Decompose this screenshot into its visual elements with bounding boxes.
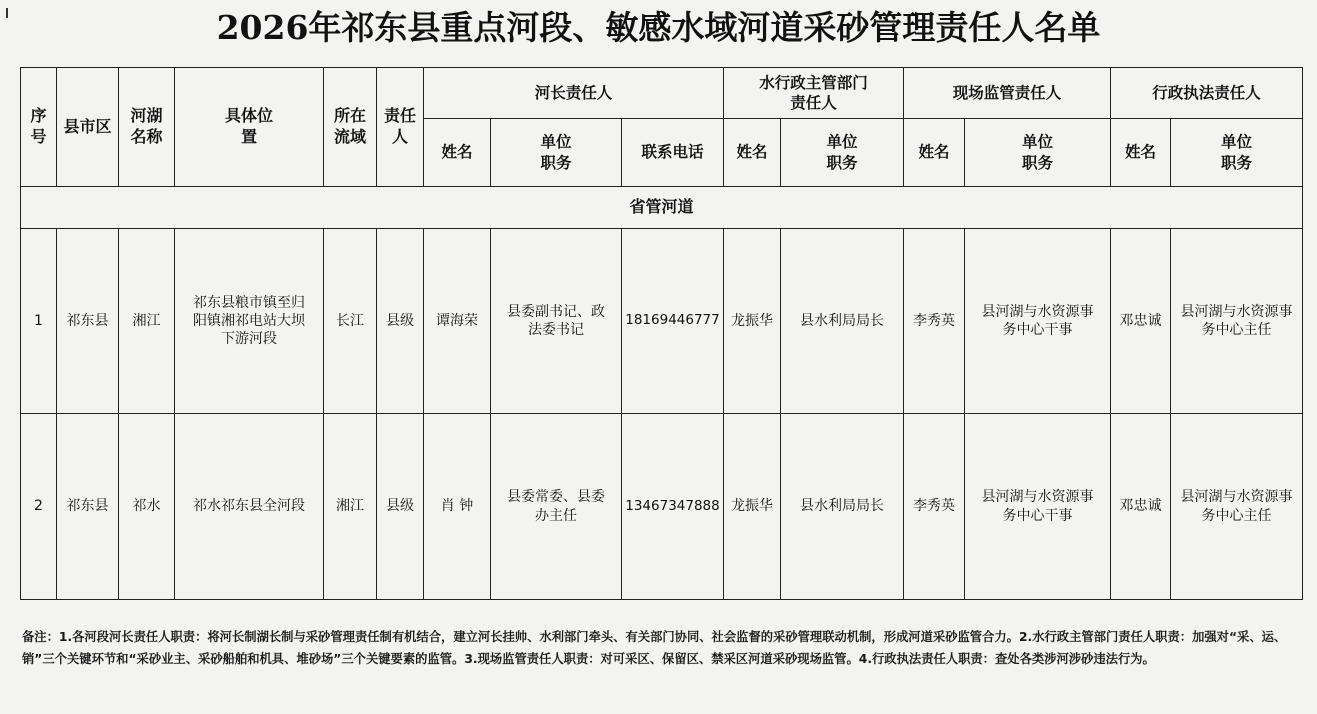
header-river: 河湖名称 xyxy=(119,68,175,187)
header-group-water: 水行政主管部门责任人 xyxy=(724,68,904,119)
header-law-post: 单位职务 xyxy=(1171,119,1303,187)
table-row xyxy=(21,414,1303,600)
cell-site-name: 李秀英 xyxy=(904,229,965,414)
cell-water-post: 县水利局局长 xyxy=(781,414,904,600)
cell-location: 祁东县粮市镇至归阳镇湘祁电站大坝下游河段 xyxy=(175,229,324,414)
footnote: 备注：1.各河段河长责任人职责：将河长制湖长制与采砂管理责任制有机结合，建立河长挂帅、水利部门牵头、有关部门协同、社会监督的采砂管理联动机制，形成河道采砂监管合力。2.水行政主管部门责任人职责：加强对“采、运、销”三个关键环节和“采砂业主、采砂船舶和机具、堆砂场”三个关键要素的监管。3.现场监管责任人职责：对可采区、保留区、禁采区河道采砂现场监管。4.行政执法责任人职责：查处各类涉河涉砂违法行为。 xyxy=(22,630,1287,666)
cell-chief-phone: 13467347888 xyxy=(622,414,724,600)
section-label: 省管河道 xyxy=(21,187,1303,229)
header-water-name: 姓名 xyxy=(724,119,781,187)
cell-river: 湘江 xyxy=(119,229,175,414)
table-row xyxy=(21,229,1303,414)
cell-river: 祁水 xyxy=(119,414,175,600)
cell-county: 祁东县 xyxy=(57,414,119,600)
cell-chief-name: 谭海荣 xyxy=(424,229,491,414)
cell-location: 祁水祁东县全河段 xyxy=(175,414,324,600)
header-law-name: 姓名 xyxy=(1111,119,1171,187)
header-county: 县市区 xyxy=(57,68,119,187)
cell-basin: 湘江 xyxy=(324,414,377,600)
header-chief-post: 单位职务 xyxy=(491,119,622,187)
cell-water-name: 龙振华 xyxy=(724,229,781,414)
cell-water-post: 县水利局局长 xyxy=(781,229,904,414)
cell-site-post: 县河湖与水资源事务中心干事 xyxy=(965,229,1111,414)
cell-county: 祁东县 xyxy=(57,229,119,414)
section-row xyxy=(21,187,1303,229)
header-chief-name: 姓名 xyxy=(424,119,491,187)
header-basin: 所在流域 xyxy=(324,68,377,187)
cell-law-name: 邓忠诚 xyxy=(1111,229,1171,414)
header-site-post: 单位职务 xyxy=(965,119,1111,187)
header-site-name: 姓名 xyxy=(904,119,965,187)
page-title: 2026年祁东县重点河段、敏感水域河道采砂管理责任人名单 xyxy=(216,8,1101,47)
responsibility-table xyxy=(20,67,1303,600)
cell-chief-name: 肖 钟 xyxy=(424,414,491,600)
cell-law-name: 邓忠诚 xyxy=(1111,414,1171,600)
cell-seq: 1 xyxy=(21,229,57,414)
header-chief-phone: 联系电话 xyxy=(622,119,724,187)
cell-law-post: 县河湖与水资源事务中心主任 xyxy=(1171,229,1303,414)
header-group-law: 行政执法责任人 xyxy=(1111,68,1303,119)
header-group-chief: 河长责任人 xyxy=(424,68,724,119)
header-seq: 序号 xyxy=(21,68,57,187)
cell-basin: 长江 xyxy=(324,229,377,414)
cell-chief-post: 县委副书记、政法委书记 xyxy=(491,229,622,414)
cell-level: 县级 xyxy=(377,414,424,600)
cell-site-name: 李秀英 xyxy=(904,414,965,600)
cell-level: 县级 xyxy=(377,229,424,414)
cell-chief-post: 县委常委、县委办主任 xyxy=(491,414,622,600)
header-location: 具体位置 xyxy=(175,68,324,187)
cell-chief-phone: 18169446777 xyxy=(622,229,724,414)
header-row-1 xyxy=(21,68,1303,119)
cell-seq: 2 xyxy=(21,414,57,600)
header-level: 责任人 xyxy=(377,68,424,187)
cell-site-post: 县河湖与水资源事务中心干事 xyxy=(965,414,1111,600)
header-water-post: 单位职务 xyxy=(781,119,904,187)
cell-water-name: 龙振华 xyxy=(724,414,781,600)
cell-law-post: 县河湖与水资源事务中心主任 xyxy=(1171,414,1303,600)
header-group-site: 现场监管责任人 xyxy=(904,68,1111,119)
